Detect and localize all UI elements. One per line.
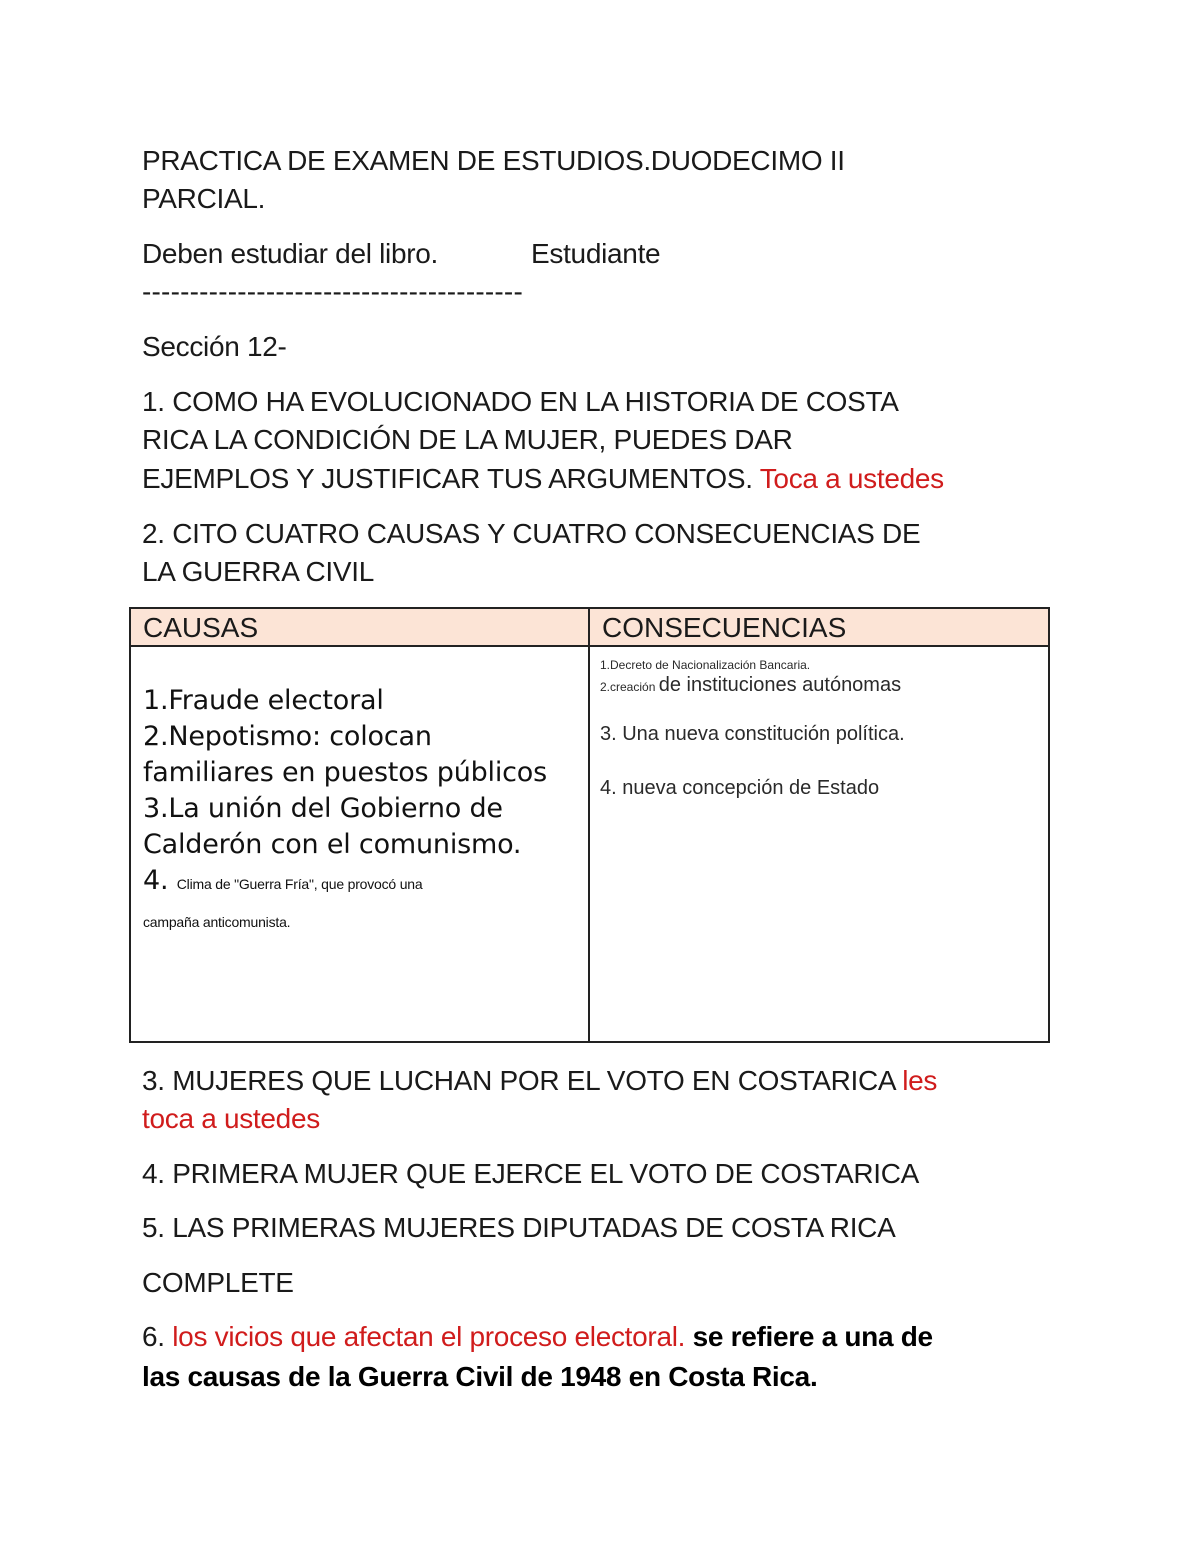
section-title: Sección 12- [142,331,287,362]
student-dash-line: ---------------------------------------- [142,276,523,307]
consequence-2-text: de instituciones autónomas [658,674,902,696]
q3-line-1 [142,1062,937,1100]
header-line [142,235,660,273]
study-note: Deben estudiar del libro. [142,238,439,269]
student-label: Estudiante [531,238,661,269]
causes-consequences-table [129,607,1050,1043]
q1-line-3 [142,460,944,498]
q3-text: 3. MUJERES QUE LUCHAN POR EL VOTO EN COSTARICA [142,1065,895,1096]
consequences-cell [589,646,1049,1042]
consequence-1: 1.Decreto de Nacionalización Bancaria. [600,658,811,672]
header-consecuencias: CONSECUENCIAS [589,608,1049,646]
cause-4-continued: campaña anticomunista. [143,914,291,930]
table-body-row [130,646,1049,1042]
consequence-3: 3. Una nueva constitución política. [600,723,905,745]
q2-line-1: 2. CITO CUATRO CAUSAS Y CUATRO CONSECUENCIAS DE [142,518,921,549]
q1-answer: Toca a ustedes [759,463,944,494]
q6-number: 6. [142,1321,165,1352]
q1-line-1: 1. COMO HA EVOLUCIONADO EN LA HISTORIA DE COSTA [142,386,899,417]
cause-2b: familiares en puestos públicos [143,757,547,788]
cause-2a: 2.Nepotismo: colocan [143,721,432,752]
q5-text: 5. LAS PRIMERAS MUJERES DIPUTADAS DE COSTA RICA [142,1212,896,1243]
header-causas: CAUSAS [130,608,589,646]
q1-line-2: RICA LA CONDICIÓN DE LA MUJER, PUEDES DAR [142,424,793,455]
cause-4-text: Clima de "Guerra Fría", que provocó una [176,876,423,892]
q6-bold-2: las causas de la Guerra Civil de 1948 en Costa Rica. [142,1361,818,1392]
q6-line-1 [142,1318,933,1356]
q3-answer-2: toca a ustedes [142,1103,320,1134]
title-line-2: PARCIAL. [142,183,266,214]
cause-1: 1.Fraude electoral [143,685,384,716]
complete-label: COMPLETE [142,1267,294,1298]
table-header-row [130,608,1049,646]
consequence-2-small: 2.creación [600,680,656,694]
title-line-1: PRACTICA DE EXAMEN DE ESTUDIOS.DUODECIMO II [142,145,845,176]
q4-text: 4. PRIMERA MUJER QUE EJERCE EL VOTO DE COSTARICA [142,1158,920,1189]
q2-line-2: LA GUERRA CIVIL [142,556,375,587]
cause-4-number: 4. [143,865,169,896]
q6-bold-1: se refiere a una de [692,1321,933,1352]
q1-text: EJEMPLOS Y JUSTIFICAR TUS ARGUMENTOS. [142,463,753,494]
q6-answer: los vicios que afectan el proceso electoral. [172,1321,686,1352]
cause-4 [143,863,578,902]
causes-cell [130,646,589,1042]
cause-3a: 3.La unión del Gobierno de [143,793,503,824]
consequence-2 [600,673,1038,699]
cause-3b: Calderón con el comunismo. [143,829,522,860]
q3-answer-1: les [902,1065,938,1096]
consequence-4: 4. nueva concepción de Estado [600,777,880,799]
